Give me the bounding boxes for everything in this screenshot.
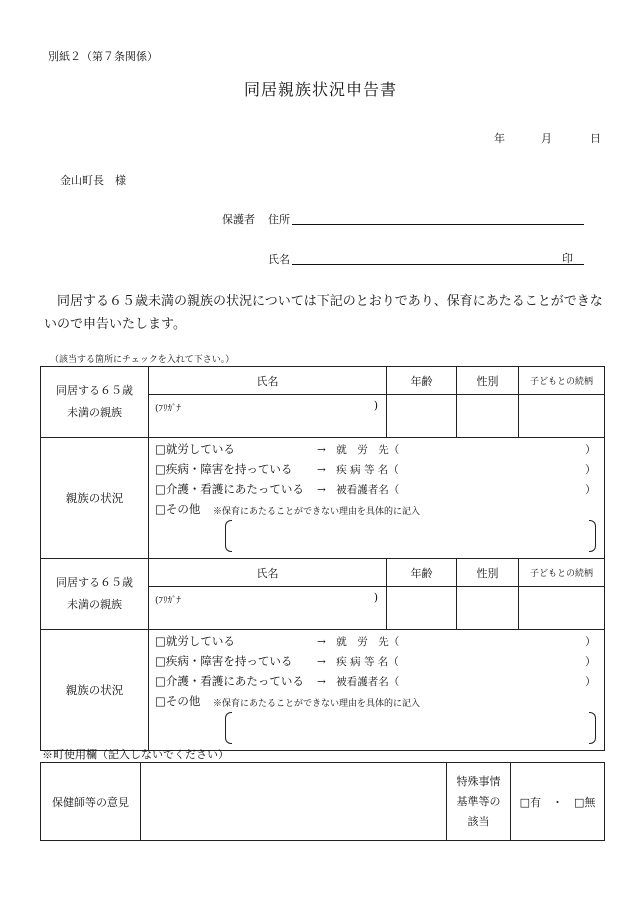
checkbox-icon[interactable]: □ [155,442,166,456]
relative-2-illness-field: → 疾 病 等 名（ [317,656,399,668]
relative-1-label-line1: 同居する６５歳 [56,384,133,397]
checkbox-icon[interactable]: □ [155,674,166,688]
relative-2-option-other[interactable] [155,693,200,709]
address-label: 住所 [268,213,290,226]
guardian-label: 保護者 [222,213,255,226]
relative-1-option-caregiving[interactable] [155,481,304,497]
special-circumstance-label [447,763,511,841]
relative-2-furigana: (ﾌﾘｶﾞﾅ [155,596,182,606]
relative-1-other-note: ※保育にあたることができない理由を具体的に記入 [213,507,421,517]
option-label: その他 [165,502,201,516]
name-field[interactable] [292,264,584,265]
checkbox-icon[interactable]: □ [155,654,166,668]
office-use-table [40,762,605,841]
relative-1-furigana: (ﾌﾘｶﾞﾅ [155,404,182,414]
relatives-table [40,366,605,751]
relative-2-sex-cell[interactable] [457,587,519,630]
relative-1-status-label: 親族の状況 [41,438,149,559]
relative-2-other-note: ※保育にあたることができない理由を具体的に記入 [213,699,421,709]
relative-2-other-reason-field[interactable] [233,712,587,742]
relative-1-label-line2: 未満の親族 [67,406,122,419]
name-label: 氏名 [268,253,290,266]
relative-2-caregiving-close: ） [585,675,596,688]
relative-2-other-bracket-right [589,712,596,744]
special-circumstance-line2: 基準等の [456,794,501,808]
relative-1-name-header: 氏名 [149,367,387,395]
option-label: 就労している [165,442,235,456]
option-label: 介護・看護にあたっている [165,674,304,688]
checkbox-icon[interactable]: □ [155,502,166,516]
relative-2-name-cell[interactable] [149,587,387,630]
relative-2-relation-header: 子どもとの続柄 [519,559,605,587]
relative-2-illness-close: ） [585,655,596,668]
relative-2-name-header: 氏名 [149,559,387,587]
relative-2-age-cell[interactable] [387,587,457,630]
relative-1-relation-cell[interactable] [519,395,605,438]
relative-2-other-bracket-left [225,712,232,744]
relative-1-sex-header: 性別 [457,367,519,395]
special-circumstance-line3: 該当 [467,814,490,828]
relative-1-employer-field: → 就 労 先（ [317,444,400,456]
relative-2-label-line1: 同居する６５歳 [56,576,133,589]
relative-1-label [41,367,149,438]
relative-2-option-illness[interactable] [155,653,292,669]
option-label: 就労している [165,634,235,648]
relative-1-relation-header: 子どもとの続柄 [519,367,605,395]
checkbox-icon[interactable]: □ [155,462,166,476]
relative-1-sex-cell[interactable] [457,395,519,438]
relative-2-option-caregiving[interactable] [155,673,304,689]
relative-2-employer-field: → 就 労 先（ [317,636,400,648]
seal-mark: 印 [562,252,573,265]
health-opinion-field[interactable] [141,763,447,841]
relative-1-age-cell[interactable] [387,395,457,438]
option-label: 疾病・障害を持っている [165,462,293,476]
address-field[interactable] [292,224,584,225]
relative-1-status-cell [149,438,605,559]
date-year: 年 [494,132,505,145]
relative-2-label [41,559,149,630]
relative-2-employer-close: ） [585,635,596,648]
relative-1-other-reason-field[interactable] [233,520,587,550]
date-month: 月 [541,132,552,145]
relative-2-relation-cell[interactable] [519,587,605,630]
checkbox-icon[interactable]: □ [155,482,166,496]
relative-2-label-line2: 未満の親族 [67,598,122,611]
relative-1-option-employed[interactable] [155,441,235,457]
relative-2-caregiving-field: → 被看護者名（ [317,676,400,688]
relative-1-name-cell[interactable] [149,395,387,438]
special-circumstance-choice[interactable]: □有 ・ □無 [511,763,605,841]
checkbox-icon[interactable]: □ [155,634,166,648]
form-reference: 別紙２（第７条関係） [48,50,158,63]
relative-2-sex-header: 性別 [457,559,519,587]
relative-1-caregiving-close: ） [585,483,596,496]
special-circumstance-line1: 特殊事情 [456,774,501,788]
relative-1-age-header: 年齢 [387,367,457,395]
relative-1-option-illness[interactable] [155,461,292,477]
statement-text: 同居する６５歳未満の親族の状況については下記のとおりであり、保育にあたることができないので申告いたします。 [44,294,603,332]
checkbox-icon[interactable]: □ [155,694,166,708]
date-day: 日 [590,132,601,145]
relative-2-option-employed[interactable] [155,633,235,649]
relative-2-age-header: 年齢 [387,559,457,587]
check-instruction: （該当する箇所にチェックを入れて下さい。） [50,355,235,365]
addressee: 金山町長 様 [60,174,126,187]
relative-1-option-other[interactable] [155,501,200,517]
relative-1-employer-close: ） [585,443,596,456]
option-label: 介護・看護にあたっている [165,482,304,496]
relative-1-other-bracket-right [589,520,596,552]
relative-2-status-label: 親族の状況 [41,630,149,751]
relative-1-illness-field: → 疾 病 等 名（ [317,464,399,476]
relative-2-furigana-close: ) [373,591,378,604]
option-label: その他 [165,694,201,708]
relative-1-furigana-close: ) [373,399,378,412]
relative-1-caregiving-field: → 被看護者名（ [317,484,400,496]
option-label: 疾病・障害を持っている [165,654,293,668]
relative-2-status-cell [149,630,605,751]
relative-1-illness-close: ） [585,463,596,476]
office-use-note: ※町使用欄（記入しないでください） [42,748,229,761]
form-title: 同居親族状況申告書 [244,80,398,99]
relative-1-other-bracket-left [225,520,232,552]
health-opinion-label: 保健師等の意見 [41,763,141,841]
